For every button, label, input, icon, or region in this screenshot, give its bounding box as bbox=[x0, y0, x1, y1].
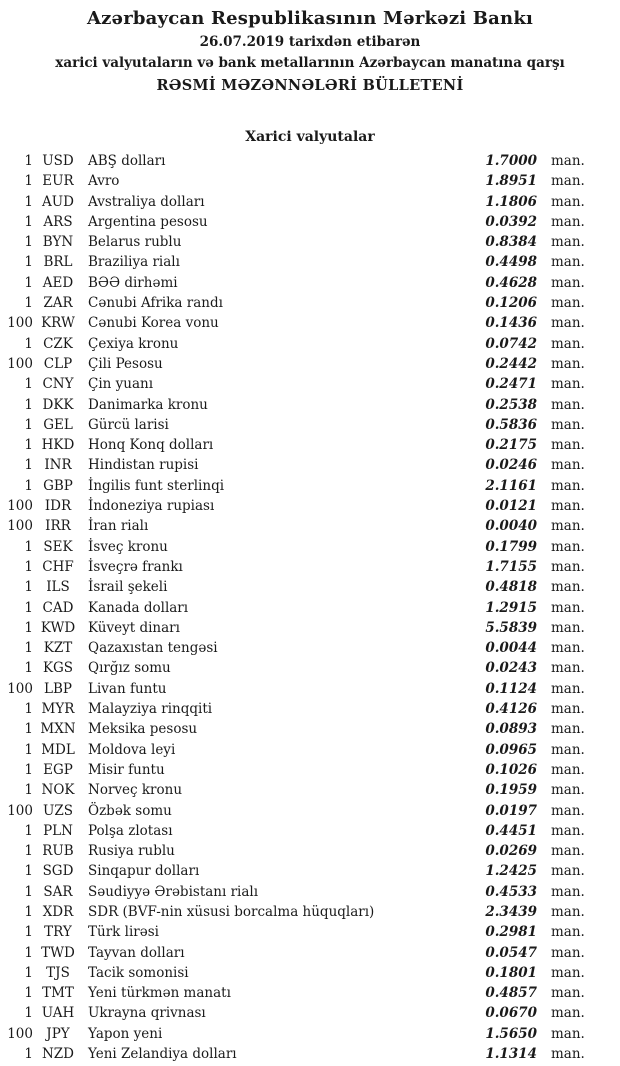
currency-unit: man. bbox=[551, 721, 585, 738]
currency-rate: 1.7000 bbox=[485, 153, 537, 169]
currency-unit: man. bbox=[551, 173, 585, 190]
currency-rate: 0.2981 bbox=[485, 924, 537, 941]
currency-unit: man. bbox=[551, 741, 585, 758]
rate-row bbox=[0, 719, 620, 739]
currency-unit: man. bbox=[551, 761, 585, 778]
currency-name: Polşa zlotası bbox=[88, 822, 173, 839]
currency-code: RUB bbox=[42, 843, 74, 860]
rate-row bbox=[0, 455, 620, 475]
currency-amount: 1 bbox=[24, 599, 33, 616]
currency-unit: man. bbox=[551, 680, 585, 697]
currency-amount: 100 bbox=[7, 802, 33, 819]
currency-unit: man. bbox=[551, 619, 585, 636]
currency-name: Tayvan dolları bbox=[88, 944, 185, 961]
currency-rate: 0.4451 bbox=[485, 822, 537, 839]
currency-code: CNY bbox=[42, 376, 74, 393]
rate-row bbox=[0, 740, 620, 760]
currency-name: BƏƏ dirhəmi bbox=[88, 274, 178, 291]
currency-unit: man. bbox=[551, 782, 585, 799]
currency-code: BYN bbox=[42, 234, 74, 251]
currency-rate: 0.5836 bbox=[485, 416, 537, 433]
rate-row bbox=[0, 760, 620, 780]
currency-amount: 1 bbox=[24, 1046, 33, 1063]
currency-name: Avro bbox=[88, 173, 120, 190]
currency-name: İndoneziya rupiası bbox=[88, 498, 215, 515]
currency-code: KRW bbox=[41, 315, 75, 332]
currency-rate: 0.0392 bbox=[485, 213, 537, 230]
currency-code: CAD bbox=[42, 599, 74, 616]
rate-row bbox=[0, 435, 620, 455]
currency-amount: 1 bbox=[24, 254, 33, 271]
effective-date: 26.07.2019 tarixdən etibarən bbox=[199, 34, 421, 50]
currency-name: İngilis funt sterlinqi bbox=[88, 477, 225, 494]
currency-unit: man. bbox=[551, 843, 585, 860]
currency-rate: 5.5839 bbox=[485, 619, 537, 636]
currency-code: UZS bbox=[42, 802, 73, 819]
rate-row bbox=[0, 1044, 620, 1064]
currency-amount: 100 bbox=[7, 498, 33, 515]
currency-rate: 0.1124 bbox=[485, 680, 537, 697]
currency-unit: man. bbox=[551, 802, 585, 819]
currency-code: XDR bbox=[42, 903, 74, 920]
currency-name: Səudiyyə Ərəbistanı rialı bbox=[88, 883, 259, 900]
currency-amount: 1 bbox=[24, 701, 33, 718]
currency-rate: 0.0670 bbox=[485, 1005, 537, 1022]
currency-unit: man. bbox=[551, 1005, 585, 1022]
currency-rate: 0.0121 bbox=[485, 498, 537, 515]
currency-code: KGS bbox=[42, 660, 74, 677]
currency-code: ZAR bbox=[43, 295, 73, 312]
currency-unit: man. bbox=[551, 254, 585, 271]
currency-amount: 1 bbox=[24, 295, 33, 312]
currency-rate: 0.4628 bbox=[485, 274, 537, 291]
currency-unit: man. bbox=[551, 701, 585, 718]
currency-rate: 1.1806 bbox=[485, 193, 537, 210]
rate-row bbox=[0, 699, 620, 719]
rate-row bbox=[0, 354, 620, 374]
currency-unit: man. bbox=[551, 883, 585, 900]
currency-name: Argentina pesosu bbox=[88, 213, 208, 230]
currency-code: SGD bbox=[42, 863, 74, 880]
currency-code: LBP bbox=[44, 680, 72, 697]
currency-amount: 1 bbox=[24, 883, 33, 900]
currency-code: SAR bbox=[43, 883, 73, 900]
currency-name: Yeni Zelandiya dolları bbox=[88, 1046, 237, 1063]
rate-row bbox=[0, 537, 620, 557]
currency-amount: 100 bbox=[7, 518, 33, 535]
currency-code: CHF bbox=[42, 558, 74, 575]
currency-code: EGP bbox=[43, 761, 73, 778]
bulletin-subtitle: xarici valyutaların və bank metallarının Azərbaycan manatına qarşı bbox=[55, 55, 565, 71]
currency-rate: 2.1161 bbox=[485, 477, 537, 494]
currency-amount: 1 bbox=[24, 153, 33, 169]
currency-rate: 0.2538 bbox=[485, 396, 537, 413]
rate-row bbox=[0, 334, 620, 354]
currency-amount: 1 bbox=[24, 396, 33, 413]
currency-rate: 1.7155 bbox=[485, 558, 537, 575]
rate-row bbox=[0, 516, 620, 536]
currency-amount: 1 bbox=[24, 376, 33, 393]
rate-row bbox=[0, 293, 620, 313]
currency-rate: 0.0040 bbox=[485, 518, 537, 535]
rate-row bbox=[0, 212, 620, 232]
currency-code: UAH bbox=[41, 1005, 75, 1022]
currency-unit: man. bbox=[551, 376, 585, 393]
currency-rate: 0.4818 bbox=[485, 579, 537, 596]
currency-amount: 1 bbox=[24, 985, 33, 1002]
currency-rate: 0.4126 bbox=[485, 701, 537, 718]
currency-amount: 1 bbox=[24, 477, 33, 494]
currency-unit: man. bbox=[551, 538, 585, 555]
currency-name: İran rialı bbox=[88, 518, 149, 535]
rate-row bbox=[0, 598, 620, 618]
rate-row bbox=[0, 963, 620, 983]
bank-title: Azərbaycan Respublikasının Mərkəzi Bankı bbox=[86, 8, 534, 29]
currency-name: Cənubi Afrika randı bbox=[88, 295, 223, 312]
currency-code: TJS bbox=[46, 964, 70, 981]
currency-unit: man. bbox=[551, 518, 585, 535]
currency-unit: man. bbox=[551, 193, 585, 210]
currency-code: ILS bbox=[46, 579, 70, 596]
rate-row bbox=[0, 841, 620, 861]
currency-code: BRL bbox=[43, 254, 73, 271]
currency-amount: 1 bbox=[24, 619, 33, 636]
rate-row bbox=[0, 658, 620, 678]
currency-rate: 0.1206 bbox=[485, 295, 537, 312]
rate-row bbox=[0, 1003, 620, 1023]
currency-name: Küveyt dinarı bbox=[88, 619, 180, 636]
currency-unit: man. bbox=[551, 416, 585, 433]
currency-amount: 1 bbox=[24, 924, 33, 941]
currency-amount: 1 bbox=[24, 234, 33, 251]
currency-name: Cənubi Korea vonu bbox=[88, 315, 219, 332]
currency-amount: 1 bbox=[24, 863, 33, 880]
currency-name: Rusiya rublu bbox=[88, 843, 175, 860]
currency-rate: 0.0197 bbox=[485, 802, 537, 819]
rate-row bbox=[0, 252, 620, 272]
rate-row bbox=[0, 861, 620, 881]
currency-unit: man. bbox=[551, 315, 585, 332]
currency-unit: man. bbox=[551, 985, 585, 1002]
currency-code: NOK bbox=[41, 782, 75, 799]
rate-row bbox=[0, 232, 620, 252]
rate-row bbox=[0, 943, 620, 963]
currency-unit: man. bbox=[551, 558, 585, 575]
currency-code: CLP bbox=[43, 355, 73, 372]
currency-amount: 1 bbox=[24, 437, 33, 454]
currency-code: CZK bbox=[43, 335, 73, 352]
rate-row bbox=[0, 273, 620, 293]
currency-amount: 1 bbox=[24, 579, 33, 596]
currency-name: Çin yuanı bbox=[88, 376, 154, 393]
currency-code: MXN bbox=[40, 721, 76, 738]
currency-rate: 1.8951 bbox=[485, 173, 537, 190]
currency-amount: 1 bbox=[24, 721, 33, 738]
currency-amount: 1 bbox=[24, 822, 33, 839]
currency-amount: 100 bbox=[7, 1025, 33, 1042]
currency-rate: 0.0044 bbox=[485, 640, 537, 657]
currency-unit: man. bbox=[551, 437, 585, 454]
currency-rate: 2.3439 bbox=[485, 903, 537, 920]
currency-amount: 100 bbox=[7, 355, 33, 372]
currency-amount: 1 bbox=[24, 944, 33, 961]
currency-unit: man. bbox=[551, 153, 585, 169]
currency-name: Gürcü larisi bbox=[88, 416, 169, 433]
currency-unit: man. bbox=[551, 213, 585, 230]
currency-name: Kanada dolları bbox=[88, 599, 189, 616]
currency-rate: 0.0246 bbox=[485, 457, 537, 474]
rate-row bbox=[0, 151, 620, 171]
currency-name: İsveçrə frankı bbox=[88, 558, 183, 575]
currency-unit: man. bbox=[551, 396, 585, 413]
currency-code: MDL bbox=[41, 741, 75, 758]
currency-unit: man. bbox=[551, 457, 585, 474]
currency-code: HKD bbox=[41, 437, 75, 454]
currency-name: Livan funtu bbox=[88, 680, 167, 697]
rate-row bbox=[0, 313, 620, 333]
currency-rate: 1.2425 bbox=[485, 863, 537, 880]
currency-name: Moldova leyi bbox=[88, 741, 176, 758]
currency-unit: man. bbox=[551, 498, 585, 515]
currency-code: TRY bbox=[44, 924, 72, 941]
currency-name: SDR (BVF-nin xüsusi borcalma hüquqları) bbox=[88, 903, 375, 920]
currency-rate: 0.1799 bbox=[485, 538, 537, 555]
rate-row bbox=[0, 192, 620, 212]
currency-amount: 1 bbox=[24, 538, 33, 555]
currency-rate: 0.4533 bbox=[485, 883, 537, 900]
currency-rate: 1.2915 bbox=[485, 599, 537, 616]
currency-name: Danimarka kronu bbox=[88, 396, 208, 413]
currency-code: ARS bbox=[43, 213, 73, 230]
currency-code: IDR bbox=[44, 498, 72, 515]
currency-rate: 1.1314 bbox=[485, 1046, 537, 1063]
currency-amount: 1 bbox=[24, 660, 33, 677]
rate-row bbox=[0, 557, 620, 577]
currency-name: Yeni türkmən manatı bbox=[88, 985, 231, 1002]
currency-unit: man. bbox=[551, 964, 585, 981]
currency-unit: man. bbox=[551, 822, 585, 839]
currency-unit: man. bbox=[551, 234, 585, 251]
currency-code: SEK bbox=[43, 538, 73, 555]
currency-code: KZT bbox=[43, 640, 73, 657]
currency-rate: 0.0243 bbox=[485, 660, 537, 677]
currency-name: Sinqapur dolları bbox=[88, 863, 200, 880]
currency-code: IRR bbox=[45, 518, 71, 535]
currency-code: AED bbox=[42, 274, 74, 291]
currency-name: Belarus rublu bbox=[88, 234, 182, 251]
currency-rate: 0.8384 bbox=[485, 234, 537, 251]
rates-table bbox=[0, 151, 620, 1064]
currency-unit: man. bbox=[551, 335, 585, 352]
currency-unit: man. bbox=[551, 903, 585, 920]
currency-rate: 0.1801 bbox=[485, 964, 537, 981]
currency-amount: 1 bbox=[24, 964, 33, 981]
currency-rate: 0.1436 bbox=[485, 315, 537, 332]
rate-row bbox=[0, 821, 620, 841]
currency-rate: 0.4857 bbox=[485, 985, 537, 1002]
currency-rate: 0.2175 bbox=[485, 437, 537, 454]
rate-row bbox=[0, 618, 620, 638]
currency-amount: 1 bbox=[24, 193, 33, 210]
currency-name: Misir funtu bbox=[88, 761, 165, 778]
currency-code: AUD bbox=[42, 193, 74, 210]
currency-unit: man. bbox=[551, 863, 585, 880]
currency-rate: 0.1026 bbox=[485, 761, 537, 778]
currency-name: Malayziya rinqqiti bbox=[88, 701, 213, 718]
currency-unit: man. bbox=[551, 274, 585, 291]
rate-row bbox=[0, 1024, 620, 1044]
currency-name: Yapon yeni bbox=[88, 1025, 163, 1042]
currency-name: Hindistan rupisi bbox=[88, 457, 199, 474]
rate-row bbox=[0, 577, 620, 597]
currency-amount: 1 bbox=[24, 173, 33, 190]
rate-row bbox=[0, 679, 620, 699]
currency-code: USD bbox=[42, 153, 74, 169]
rate-row bbox=[0, 395, 620, 415]
rate-row bbox=[0, 638, 620, 658]
currency-code: TWD bbox=[41, 944, 75, 961]
currency-code: JPY bbox=[46, 1025, 70, 1042]
currency-name: Qazaxıstan tengəsi bbox=[88, 640, 218, 657]
currency-rate: 0.0893 bbox=[485, 721, 537, 738]
currency-rate: 0.4498 bbox=[485, 254, 537, 271]
currency-unit: man. bbox=[551, 1046, 585, 1063]
currency-code: GEL bbox=[43, 416, 73, 433]
currency-name: Avstraliya dolları bbox=[88, 193, 205, 210]
currency-amount: 1 bbox=[24, 274, 33, 291]
currency-unit: man. bbox=[551, 660, 585, 677]
currency-name: Özbək somu bbox=[88, 802, 172, 819]
currency-rate: 0.2471 bbox=[485, 376, 537, 393]
currency-unit: man. bbox=[551, 295, 585, 312]
currency-amount: 1 bbox=[24, 335, 33, 352]
currency-name: Ukrayna qrivnası bbox=[88, 1005, 206, 1022]
currency-rate: 0.0547 bbox=[485, 944, 537, 961]
currency-rate: 0.1959 bbox=[485, 782, 537, 799]
currency-amount: 1 bbox=[24, 741, 33, 758]
currency-name: ABŞ dolları bbox=[88, 153, 166, 169]
currency-unit: man. bbox=[551, 599, 585, 616]
rate-row bbox=[0, 171, 620, 191]
rate-row bbox=[0, 902, 620, 922]
currency-code: EUR bbox=[42, 173, 74, 190]
currency-amount: 1 bbox=[24, 843, 33, 860]
currency-name: İsveç kronu bbox=[88, 538, 168, 555]
rate-row bbox=[0, 780, 620, 800]
currency-amount: 1 bbox=[24, 903, 33, 920]
currency-name: Türk lirəsi bbox=[88, 924, 159, 941]
rate-row bbox=[0, 922, 620, 942]
currency-amount: 1 bbox=[24, 1005, 33, 1022]
currency-amount: 1 bbox=[24, 213, 33, 230]
currency-rate: 1.5650 bbox=[485, 1025, 537, 1042]
currency-amount: 1 bbox=[24, 640, 33, 657]
currency-amount: 1 bbox=[24, 782, 33, 799]
currency-name: Qırğız somu bbox=[88, 660, 171, 677]
currency-unit: man. bbox=[551, 640, 585, 657]
currency-unit: man. bbox=[551, 477, 585, 494]
rate-row bbox=[0, 476, 620, 496]
rate-row bbox=[0, 415, 620, 435]
currency-amount: 1 bbox=[24, 416, 33, 433]
currency-code: MYR bbox=[41, 701, 75, 718]
currency-code: GBP bbox=[43, 477, 73, 494]
currency-code: NZD bbox=[41, 1046, 75, 1063]
bulletin-title: RƏSMİ MƏZƏNNƏLƏRİ BÜLLETENİ bbox=[156, 77, 464, 94]
currency-name: Çili Pesosu bbox=[88, 355, 163, 372]
currency-amount: 100 bbox=[7, 680, 33, 697]
currency-unit: man. bbox=[551, 579, 585, 596]
rate-row bbox=[0, 983, 620, 1003]
rate-row bbox=[0, 882, 620, 902]
rate-row bbox=[0, 801, 620, 821]
currency-name: Braziliya rialı bbox=[88, 254, 180, 271]
currency-code: TMT bbox=[42, 985, 74, 1002]
rate-row bbox=[0, 496, 620, 516]
currency-code: DKK bbox=[42, 396, 74, 413]
currency-code: PLN bbox=[43, 822, 73, 839]
currency-code: INR bbox=[44, 457, 72, 474]
currency-name: Honq Konq dolları bbox=[88, 437, 214, 454]
currency-amount: 100 bbox=[7, 315, 33, 332]
currency-amount: 1 bbox=[24, 457, 33, 474]
currency-rate: 0.2442 bbox=[485, 355, 537, 372]
currency-name: İsrail şekeli bbox=[88, 579, 168, 596]
currency-code: KWD bbox=[40, 619, 76, 636]
currency-name: Norveç kronu bbox=[88, 782, 183, 799]
currency-amount: 1 bbox=[24, 761, 33, 778]
currency-unit: man. bbox=[551, 355, 585, 372]
currency-unit: man. bbox=[551, 1025, 585, 1042]
rate-row bbox=[0, 374, 620, 394]
currency-unit: man. bbox=[551, 944, 585, 961]
currency-name: Çexiya kronu bbox=[88, 335, 179, 352]
currency-rate: 0.0269 bbox=[485, 843, 537, 860]
currency-name: Tacik somonisi bbox=[88, 964, 189, 981]
currency-unit: man. bbox=[551, 924, 585, 941]
currency-name: Meksika pesosu bbox=[88, 721, 198, 738]
section-title-foreign-currencies: Xarici valyutalar bbox=[245, 129, 375, 145]
currency-rate: 0.0742 bbox=[485, 335, 537, 352]
currency-rate: 0.0965 bbox=[485, 741, 537, 758]
currency-amount: 1 bbox=[24, 558, 33, 575]
